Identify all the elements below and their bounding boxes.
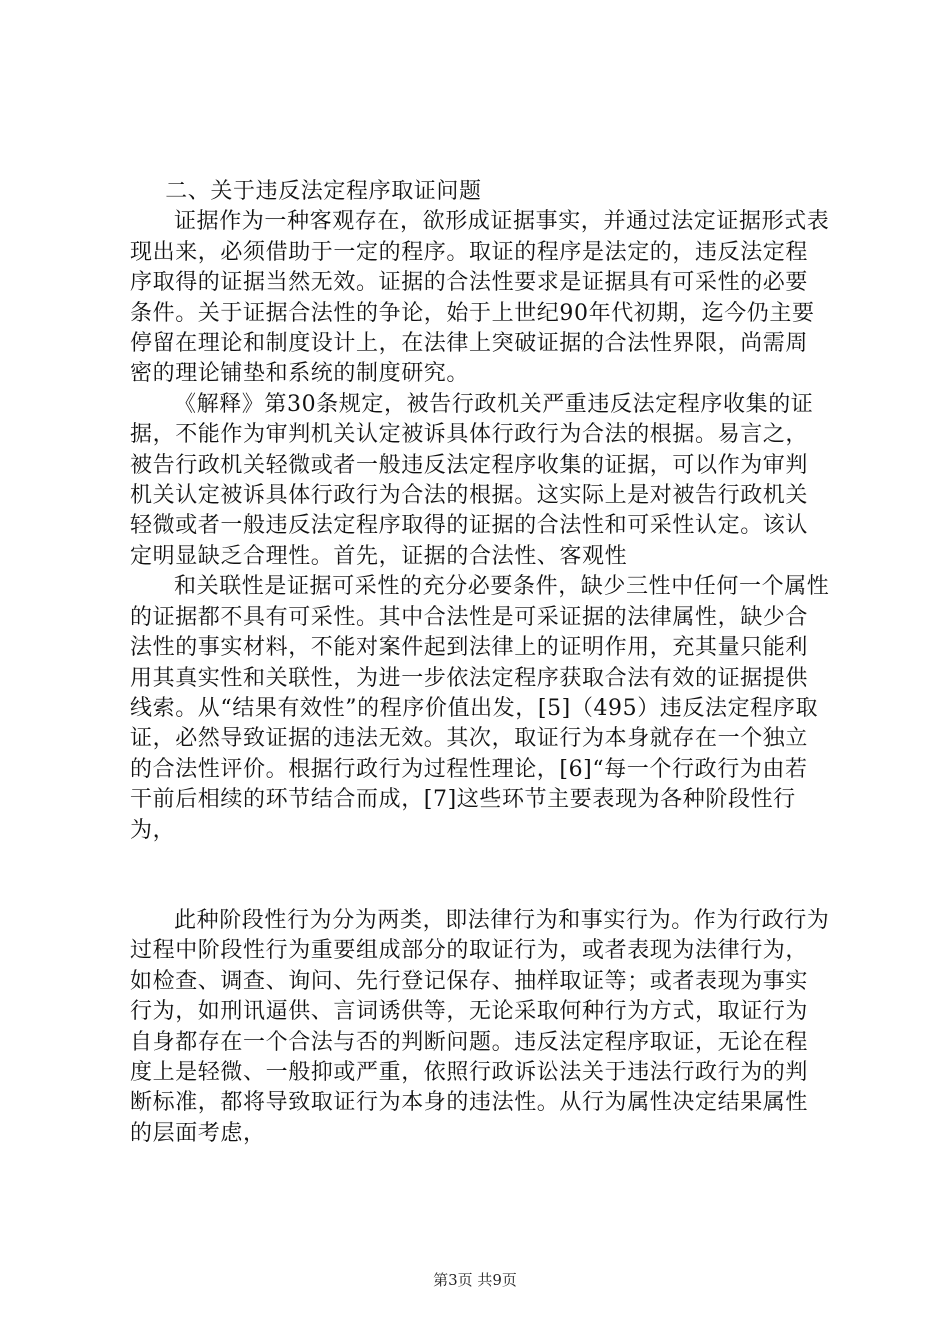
- paragraph: 《解释》第30条规定，被告行政机关严重违反法定程序收集的证据，不能作为审判机关认定被诉具体行政行为合法的根据。易言之，被告行政机关轻微或者一般违反法定程序收集的证据，可以作为审判机关认定被诉具体行政行为合法的根据。这实际上是对被告行政机关轻微或者一般违反法定程序取得的证据的合法性和可采性认定。该认定明显缺乏合理性。首先，证据的合法性、客观性: [130, 391, 814, 569]
- paragraph-gap: [130, 846, 830, 906]
- paragraph: 和关联性是证据可采性的充分必要条件，缺少三性中任何一个属性的证据都不具有可采性。其中合法性是可采证据的法律属性，缺少合法性的事实材料，不能对案件起到法律上的证明作用，充其量只能利用其真实性和关联性，为进一步依法定程序获取合法有效的证据提供线索。从“结果有效性”的程序价值出发，[5]（495）违反法定程序取证，必然导致证据的违法无效。其次，取证行为本身就存在一个独立的合法性评价。根据行政行为过程性理论，[6]“每一个行政行为由若干前后相续的环节结合而成，[7]这些环节主要表现为各种阶段性行为，: [130, 574, 830, 843]
- document-body: [130, 177, 830, 1149]
- paragraph: 此种阶段性行为分为两类，即法律行为和事实行为。作为行政行为过程中阶段性行为重要组成部分的取证行为，或者表现为法律行为，如检查、调查、询问、先行登记保存、抽样取证等；或者表现为事实行为，如刑讯逼供、言词诱供等，无论采取何种行为方式，取证行为自身都存在一个合法与否的判断问题。违反法定程序取证，无论在程度上是轻微、一般抑或严重，依照行政诉讼法关于违法行政行为的判断标准，都将导致取证行为本身的违法性。从行为属性决定结果属性的层面考虑，: [130, 907, 830, 1146]
- section-heading: 二、关于违反法定程序取证问题: [165, 179, 482, 204]
- page-number-footer: 第3页 共9页: [433, 1271, 517, 1289]
- paragraph: 证据作为一种客观存在，欲形成证据事实，并通过法定证据形式表现出来，必须借助于一定的程序。取证的程序是法定的，违反法定程序取得的证据当然无效。证据的合法性要求是证据具有可采性的必要条件。关于证据合法性的争论，始于上世纪90年代初期，迄今仍主要停留在理论和制度设计上，在法律上突破证据的合法性界限，尚需周密的理论铺垫和系统的制度研究。: [130, 209, 830, 387]
